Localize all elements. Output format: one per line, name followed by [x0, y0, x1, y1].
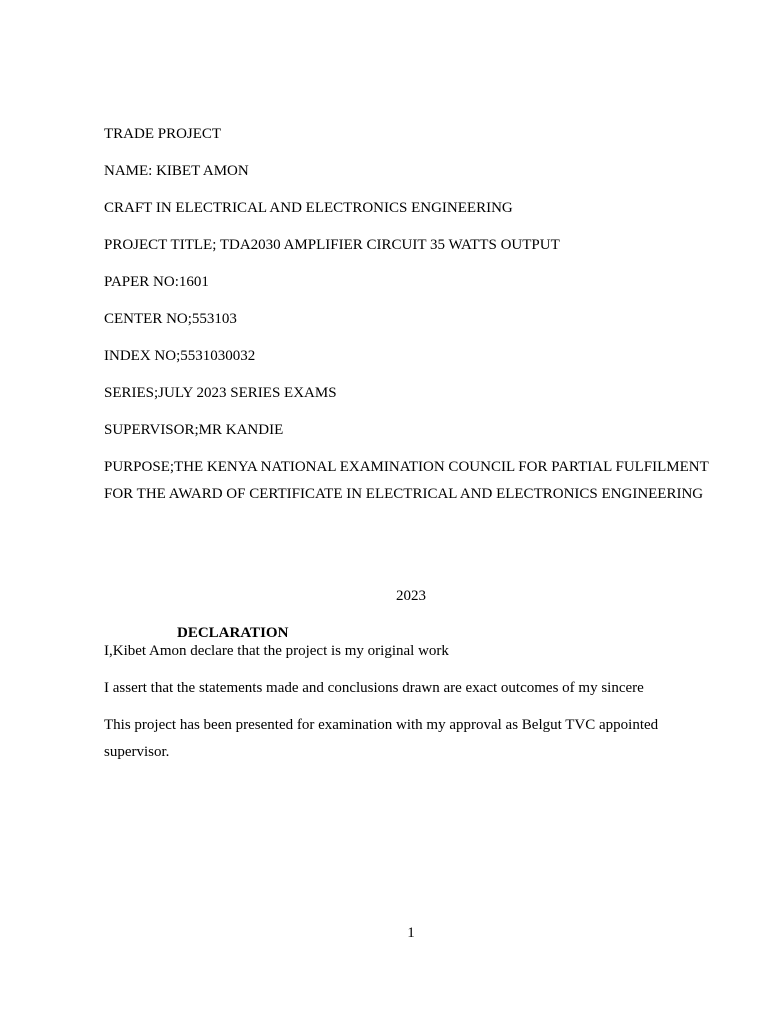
- student-name: NAME: KIBET AMON: [104, 163, 249, 179]
- index-number: INDEX NO;5531030032: [104, 348, 256, 364]
- exam-series: SERIES;JULY 2023 SERIES EXAMS: [104, 385, 337, 401]
- document-heading: TRADE PROJECT: [104, 126, 222, 142]
- paper-number: PAPER NO:1601: [104, 274, 209, 290]
- project-year: 2023: [396, 588, 426, 604]
- declaration-heading: DECLARATION: [177, 625, 289, 641]
- supervisor-name: SUPERVISOR;MR KANDIE: [104, 422, 284, 438]
- declaration-statement-3: This project has been presented for examination with my approval as Belgut TVC appointed supervisor.: [104, 717, 659, 760]
- project-purpose: PURPOSE;THE KENYA NATIONAL EXAMINATION COUNCIL FOR PARTIAL FULFILMENT FOR THE AWARD OF CERTIFICATE IN ELECTRICAL AND ELECTRONICS ENGINEERING: [104, 459, 709, 502]
- course-name: CRAFT IN ELECTRICAL AND ELECTRONICS ENGINEERING: [104, 200, 513, 216]
- center-number: CENTER NO;553103: [104, 311, 237, 327]
- page-number: 1: [407, 925, 415, 941]
- declaration-statement-1: I,Kibet Amon declare that the project is my original work: [104, 643, 449, 659]
- declaration-statement-2: I assert that the statements made and conclusions drawn are exact outcomes of my sincere: [104, 680, 644, 696]
- project-title: PROJECT TITLE; TDA2030 AMPLIFIER CIRCUIT 35 WATTS OUTPUT: [104, 237, 560, 253]
